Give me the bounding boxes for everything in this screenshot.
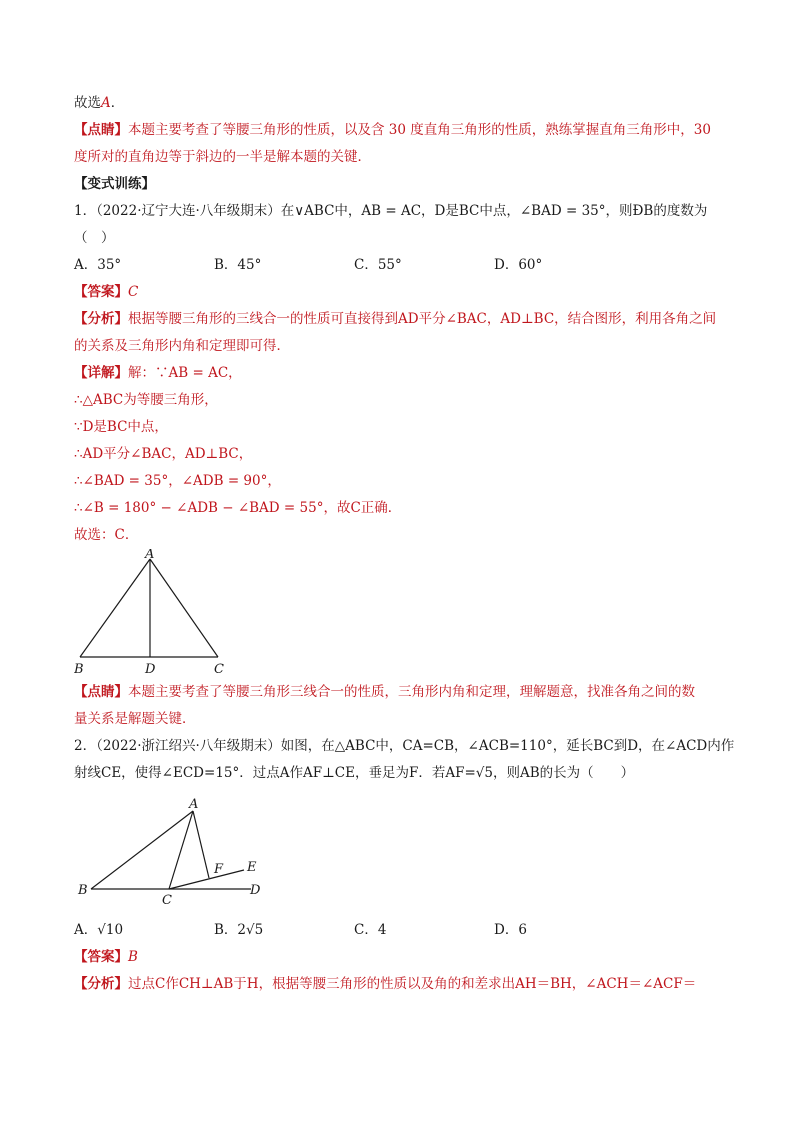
q1-step: ∴AD平分∠BAC，AD⊥BC， xyxy=(74,446,253,462)
q2-label-f: F xyxy=(214,862,224,877)
q1-stem: 1．（2022·辽宁大连·八年级期末）在∨ABC中，AB = AC，D是BC中点，∠BAD = 35°，则ÐB的度数为 xyxy=(74,203,708,219)
q2-choice-d: D．6 xyxy=(494,922,527,938)
q2-label-e: E xyxy=(247,860,257,875)
q1-choice-d: D．60° xyxy=(494,257,543,273)
q1-stem-cont: （ ） xyxy=(74,230,115,246)
q2-answer: 【答案】B xyxy=(74,949,138,965)
q2-choice-b: B．2√5 xyxy=(214,922,264,938)
q1-conclusion: 故选：C． xyxy=(74,527,139,543)
q1-choice-a: A．35° xyxy=(74,257,122,273)
q1-choice-c: C．55° xyxy=(354,257,402,273)
q1-answer: 【答案】C xyxy=(74,284,139,300)
q2-stem-cont: 射线CE，使得∠ECD=15°．过点A作AF⊥CE，垂足为F．若AF=√5，则AB的长为（ ） xyxy=(74,765,635,781)
q1-detail: 【详解】解：∵AB = AC， xyxy=(74,365,242,381)
previous-comment-cont: 度所对的直角边等于斜边的一半是解本题的关键． xyxy=(74,149,371,165)
q2-stem: 2．（2022·浙江绍兴·八年级期末）如图，在△ABC中，CA=CB，∠ACB=110°，延长BC到D，在∠ACD内作 xyxy=(74,738,735,754)
q1-triangle-figure xyxy=(74,549,244,679)
section-title: 【变式训练】 xyxy=(74,176,155,192)
q1-label-b: B xyxy=(74,662,84,677)
q1-label-c: C xyxy=(214,662,224,677)
q2-label-d: D xyxy=(250,883,261,898)
document-page xyxy=(74,90,735,998)
previous-conclusion: 故选A． xyxy=(74,95,125,111)
q1-analysis-cont: 的关系及三角形内角和定理即可得． xyxy=(74,338,290,354)
q1-label-a: A xyxy=(145,549,155,562)
q1-step: ∴∠BAD = 35°，∠ADB = 90°， xyxy=(74,473,281,489)
q1-choice-b: B．45° xyxy=(214,257,262,273)
q1-choices xyxy=(74,252,724,279)
q1-comment: 【点睛】本题主要考查了等腰三角形三线合一的性质，三角形内角和定理，理解题意，找准各角之间的数 xyxy=(74,684,695,700)
q2-label-a: A xyxy=(189,797,199,812)
q1-comment-cont: 量关系是解题关键． xyxy=(74,711,196,727)
q2-triangle-figure xyxy=(74,793,274,913)
q2-label-c: C xyxy=(162,893,172,908)
q2-label-b: B xyxy=(78,883,88,898)
q1-label-d: D xyxy=(145,662,156,677)
q1-analysis: 【分析】根据等腰三角形的三线合一的性质可直接得到AD平分∠BAC，AD⊥BC，结合图形，利用各角之间 xyxy=(74,311,717,327)
q2-analysis: 【分析】过点C作CH⊥AB于H，根据等腰三角形的性质以及角的和差求出AH＝BH，∠ACH＝∠ACF＝ xyxy=(74,976,697,992)
q2-choice-c: C．4 xyxy=(354,922,387,938)
q2-choice-a: A．√10 xyxy=(74,922,124,938)
q1-step: ∴△ABC为等腰三角形， xyxy=(74,392,218,408)
q2-choices xyxy=(74,917,724,944)
q1-step: ∴∠B = 180° − ∠ADB − ∠BAD = 55°，故C正确． xyxy=(74,500,402,516)
previous-comment: 【点睛】本题主要考查了等腰三角形的性质，以及含 30 度直角三角形的性质，熟练掌握直角三角形中，30 xyxy=(74,122,711,138)
q1-step: ∵D是BC中点， xyxy=(74,419,168,435)
